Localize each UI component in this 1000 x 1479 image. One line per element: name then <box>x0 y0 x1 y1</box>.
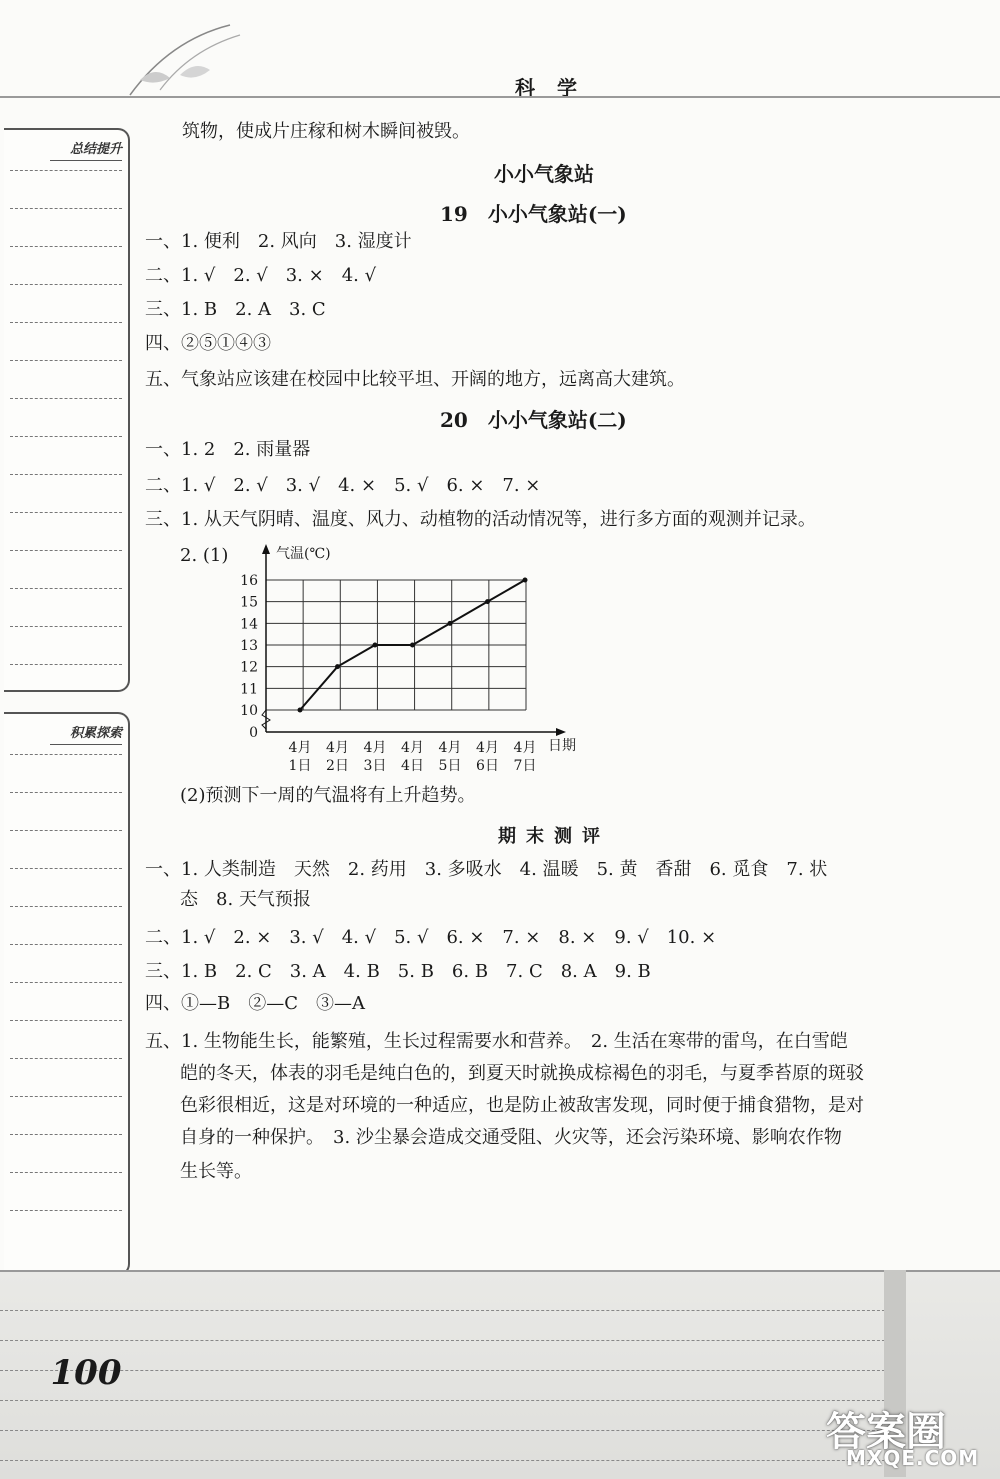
sidebar-line <box>10 906 122 907</box>
final-q5-line5: 生长等。 <box>180 1161 252 1182</box>
y-tick-label: 10 <box>240 703 258 719</box>
sidebar-line <box>10 588 122 589</box>
data-point <box>298 708 303 713</box>
y-tick-label: 14 <box>240 616 258 633</box>
sidebar-summary-box <box>4 128 130 692</box>
lesson20-q3-2-label: 2. (1) <box>180 545 229 566</box>
sidebar-line <box>10 1058 122 1059</box>
footer-rule <box>0 1340 900 1341</box>
final-q4: 四、①—B ②—C ③—A <box>145 993 365 1014</box>
sidebar-line <box>10 1210 122 1211</box>
y-tick-label: 12 <box>240 659 258 676</box>
y-tick-label: 11 <box>240 681 258 698</box>
chart-svg <box>230 540 630 780</box>
footer-rule <box>0 1460 900 1461</box>
data-point <box>335 664 340 669</box>
lesson19-q2: 二、1. √ 2. √ 3. × 4. √ <box>145 265 377 286</box>
sidebar-line <box>10 170 122 171</box>
sidebar-line <box>10 208 122 209</box>
data-point <box>448 621 453 626</box>
page-number: 100 <box>50 1353 122 1393</box>
lesson19-q4: 四、②⑤①④③ <box>145 333 271 354</box>
sidebar-line <box>10 398 122 399</box>
sidebar-line <box>10 512 122 513</box>
final-title: 期末测评 <box>498 826 610 847</box>
lesson20-q1: 一、1. 2 2. 雨量器 <box>145 439 311 460</box>
sidebar-line <box>10 284 122 285</box>
data-point <box>485 599 490 604</box>
final-q3: 三、1. B 2. C 3. A 4. B 5. B 6. B 7. C 8. A 9. B <box>145 961 651 982</box>
x-tick-label: 4月 <box>401 740 424 756</box>
sidebar-explore-label: 积累探索 <box>70 722 122 741</box>
x-tick-label: 4日 <box>401 758 424 774</box>
final-q1-line1: 一、1. 人类制造 天然 2. 药用 3. 多吸水 4. 温暖 5. 黄 香甜 6. 觅食 7. 状 <box>145 859 828 880</box>
final-q2: 二、1. √ 2. × 3. √ 4. √ 5. √ 6. × 7. × 8. × 9. √ 10. × <box>145 927 717 948</box>
watermark-logo: 答案圈 <box>826 1409 946 1455</box>
unit-title: 小小气象站 <box>494 162 594 186</box>
sidebar-line <box>10 360 122 361</box>
lesson19-q5: 五、气象站应该建在校园中比较平坦、开阔的地方，远离高大建筑。 <box>145 369 685 390</box>
x-tick-label: 1日 <box>288 758 312 774</box>
y-axis-label: 气温(℃) <box>276 546 331 562</box>
sidebar-line <box>10 626 122 627</box>
temperature-line-chart <box>230 540 630 780</box>
sidebar-explore-box <box>4 712 130 1276</box>
header-rule <box>0 96 1000 98</box>
header-leaf-decoration <box>110 20 250 100</box>
sidebar-line <box>10 322 122 323</box>
footer-rule <box>0 1430 900 1431</box>
lesson20-title: 20 小小气象站(二) <box>440 408 627 432</box>
lesson19-title: 19 小小气象站(一) <box>440 202 627 226</box>
x-tick-label: 2日 <box>326 758 349 774</box>
x-tick-label: 7日 <box>513 758 537 774</box>
x-tick-label: 4月 <box>288 740 312 756</box>
final-q5-line1: 五、1. 生物能生长，能繁殖，生长过程需要水和营养。 2. 生活在寒带的雷鸟，在白雪皑 <box>145 1031 848 1052</box>
x-tick-label: 6日 <box>476 758 499 774</box>
x-axis-arrow <box>556 728 566 736</box>
y-tick-label: 13 <box>240 638 258 654</box>
x-tick-label: 4月 <box>363 740 387 756</box>
subject-title: 科学 <box>515 76 599 100</box>
lesson20-q2: 二、1. √ 2. √ 3. √ 4. × 5. √ 6. × 7. × <box>145 475 541 496</box>
sidebar-line <box>10 1020 122 1021</box>
y-axis-arrow <box>262 544 270 554</box>
final-q5-line3: 色彩很相近，这是对环境的一种适应，也是防止被敌害发现，同时便于捕食猎物，是对 <box>180 1095 864 1116</box>
data-point <box>410 643 415 648</box>
sidebar-line <box>10 664 122 665</box>
final-q1-line2: 态 8. 天气预报 <box>180 889 311 910</box>
sidebar-line <box>10 1172 122 1173</box>
footer-rule <box>0 1310 900 1311</box>
x-axis-label: 日期 <box>548 738 576 754</box>
x-tick-label: 4月 <box>326 740 349 756</box>
sidebar-line <box>10 944 122 945</box>
y-tick-label: 15 <box>240 594 258 611</box>
x-tick-label: 3日 <box>363 758 387 774</box>
sidebar-summary-label: 总结提升 <box>70 138 122 157</box>
sidebar-line <box>10 550 122 551</box>
data-point <box>373 643 378 648</box>
x-tick-label: 4月 <box>513 740 537 756</box>
lesson19-q3: 三、1. B 2. A 3. C <box>145 299 326 320</box>
sidebar-line <box>10 868 122 869</box>
y-tick-label: 16 <box>240 573 258 589</box>
lesson20-q3: 三、1. 从天气阴晴、温度、风力、动植物的活动情况等，进行多方面的观测并记录。 <box>145 509 816 530</box>
footer-rule <box>0 1400 900 1401</box>
lesson19-q1: 一、1. 便利 2. 风向 3. 湿度计 <box>145 231 412 252</box>
sidebar-line <box>10 792 122 793</box>
watermark-url: MXQE.COM <box>846 1446 980 1470</box>
sidebar-line <box>10 1096 122 1097</box>
x-tick-label: 4月 <box>476 740 499 756</box>
footer-rule <box>0 1370 900 1371</box>
sidebar-line <box>10 1134 122 1135</box>
sidebar-line <box>10 474 122 475</box>
y-tick-label: 0 <box>249 725 258 741</box>
sidebar-line <box>10 982 122 983</box>
x-tick-label: 4月 <box>438 740 462 756</box>
sidebar-line <box>10 436 122 437</box>
intro-line: 筑物，使成片庄稼和树木瞬间被毁。 <box>182 121 470 142</box>
sidebar-line <box>10 830 122 831</box>
final-q5-line4: 自身的一种保护。 3. 沙尘暴会造成交通受阻、火灾等，还会污染环境、影响农作物 <box>180 1127 842 1148</box>
x-tick-label: 5日 <box>438 758 462 774</box>
final-q5-line2: 皑的冬天，体表的羽毛是纯白色的，到夏天时就换成棕褐色的羽毛，与夏季苔原的斑驳 <box>180 1063 864 1084</box>
lesson20-q3-2-note: (2)预测下一周的气温将有上升趋势。 <box>180 785 476 806</box>
sidebar-line <box>10 754 122 755</box>
data-point <box>523 578 528 583</box>
sidebar-line <box>10 246 122 247</box>
